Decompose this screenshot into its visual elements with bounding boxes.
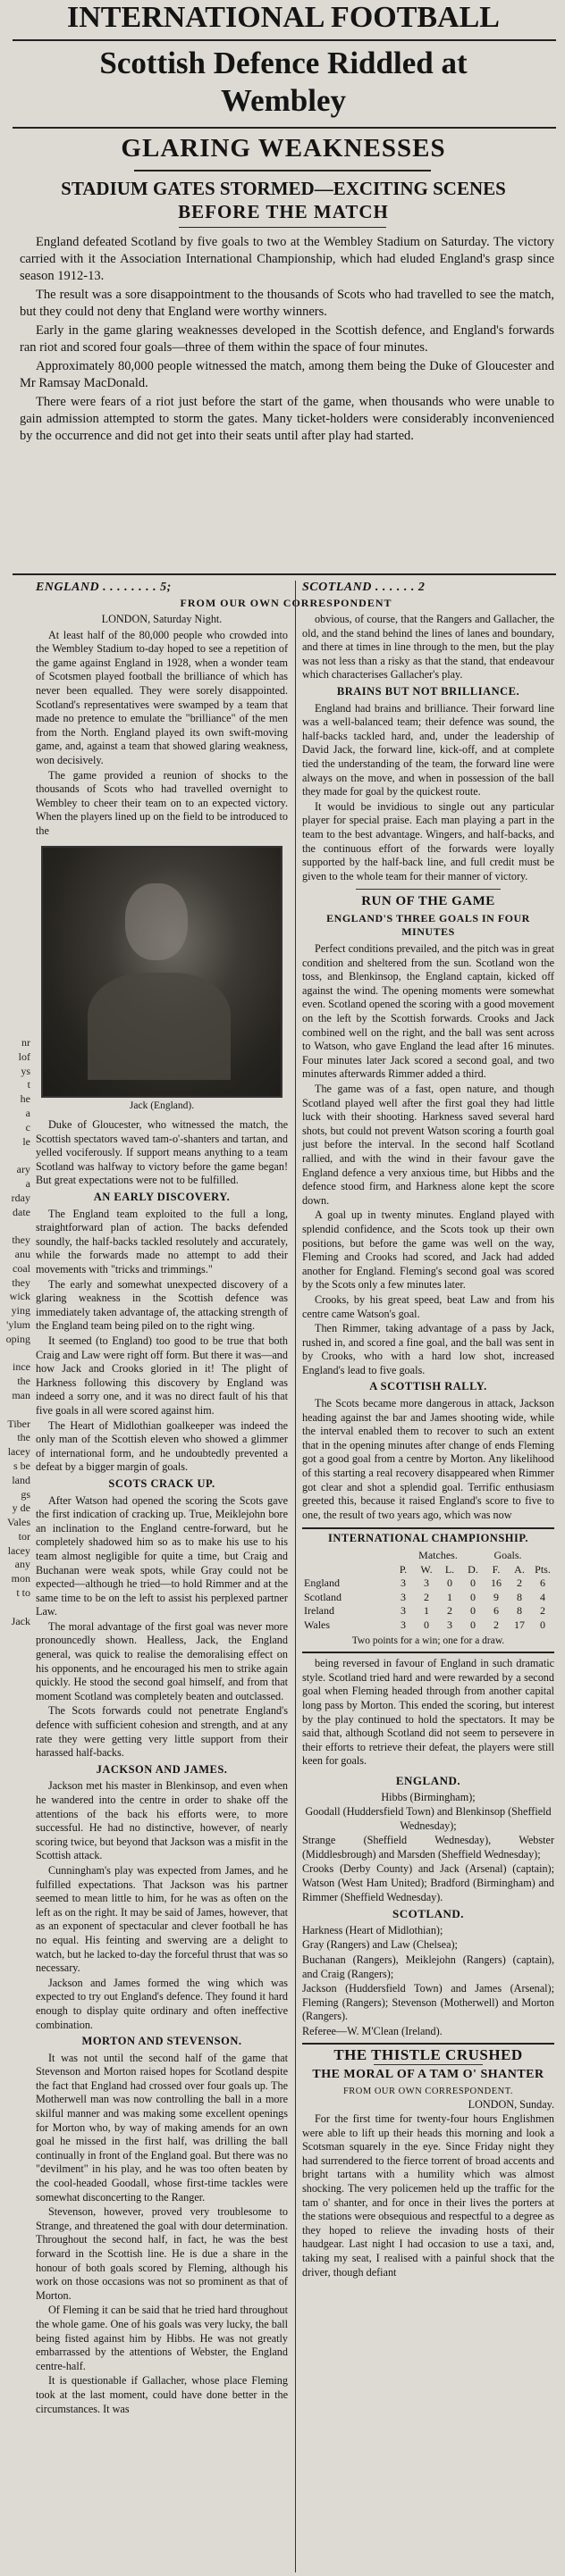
headline-rule-3 [179,227,386,228]
col-header: L. [444,1562,455,1576]
margin-fragment: coal [13,1261,30,1275]
article-paragraph: Jackson met his master in Blenkinsop, and even when he wandered into the centre in order to shake off the attentions of the back his efforts were, to more successful. He had no distinctive, however, of nearly scoring twice, but beyond that Jackson was a misfit in the Scottish attack. [36,1779,288,1862]
margin-fragment [0,1219,30,1234]
margin-fragment: he [20,1092,30,1106]
table-row [302,1618,554,1633]
col-header: F. [492,1562,501,1576]
cell: 4 [540,1590,545,1603]
masthead-rule [13,39,556,41]
cell: 0 [470,1577,476,1590]
cell: 3 [447,1618,452,1631]
photo-caption: Jack (England). [129,1100,195,1111]
intro-text [20,234,554,447]
article-paragraph: The England team exploited to the full a long, straightforward plan of action. The backs defended soundly, the half-backs tackled resolutely and accurately, while the forwards made no attempt to add their movements with "tricks and trimmings." [36,1207,288,1276]
article-paragraph: The Scots became more dangerous in attack, Jackson heading against the bar and James shooting wide, while the interval enabled them to recover to such an extent that in the opening minutes after change of ends Fleming got a good goal from a centre by Morton. Any likelihood of this starting a real recovery disappeared when Rimmer got clear and shot a splendid goal. Terrific enthusiasm greeted this, because it raised England's score to five to one, the result of two years ago, which was now [302,1397,554,1521]
article-paragraph: It would be invidious to single out any particular player for special praise. Each man playing a part in the team to the best advantage. Wingers, and half-backs, and the continuous effort of the forwards were loyally supported by the half-back line, and full credit must be given to the whole team for their manner of victory. [302,799,554,882]
team-line: Strange (Sheffield Wednesday), Webster (Middlesbrough) and Marsden (Sheffield Wednesday); [302,1834,554,1861]
article-paragraph: After Watson had opened the scoring the Scots gave the first indication of cracking up. True, Meiklejohn bore an inclination to the England centre-forward, but he completely shadowed him so as to make his use to his team almost negligible for quite a time, but Craig and Buchanan were weak spots, while Gray could not be expected—although he tried—to hold Rimmer and at the same time to be on the left to assist his perplexed partner Law. [36,1493,288,1618]
team-line: Harkness (Heart of Midlothian); [302,1923,443,1936]
player-photo [41,846,282,1098]
right-column [302,613,554,2280]
margin-fragment: a [25,1106,30,1119]
cell: 0 [470,1618,476,1631]
team-name: Wales [304,1618,331,1631]
margin-fragment: lacey [7,1445,30,1459]
margin-fragment [0,1149,30,1163]
table-row [302,1604,554,1618]
margin-fragment: gs [21,1487,30,1501]
article-paragraph: England had brains and brilliance. Their forward line was a well-balanced team; their defence was sound, the half-backs tackled hard, and, under the leadership of David Jack, the forward line, kick-off, and at complete tied the understanding of the team, the forward line were always on the move, and when in possession of the ball they made for goal by the quickest route. [302,701,554,799]
cell: 2 [540,1604,545,1618]
margin-fragment: they [12,1275,30,1289]
cell: 0 [447,1577,452,1590]
margin-fragment: oping [5,1332,30,1345]
cell: 2 [447,1604,452,1618]
left-column [36,613,288,2417]
score-line-england: ENGLAND . . . . . . . . 5; [36,581,172,594]
article-paragraph: Cunningham's play was expected from James, and he fulfilled expectations. That Jackson was his partner seemed to mean little to him, for he was as often on the left as on the right. It may be said of James, however, that as an exponent of spectacular and clever football he has no equal. His feinting and swerving are a delight to watch, but he lacked to-day the forceful thrust that was so necessary. [36,1863,288,1975]
article-paragraph: Duke of Gloucester, who witnessed the match, the Scottish spectators waved tam-o'-shanters and tartan, and yelled vociferously. If support means anything to a team Scotland was halfway to victory before the game began! But great expectations were not to be fulfilled. [36,1118,288,1187]
intro-paragraph: There were fears of a riot just before the start of the game, when thousands who were unable to gain admission attempted to storm the gates. Many ticket-holders were considerably inconvenienced by the occurrence and did not get into their seats until after play had started. [20,395,554,443]
subheading-run-of-game: RUN OF THE GAME [361,894,495,909]
cell: 3 [424,1577,429,1590]
championship-table [302,1549,554,1633]
cell: 17 [514,1618,525,1631]
headline-main: Scottish Defence Riddled at [99,46,468,80]
margin-fragment: any [14,1558,30,1571]
margin-fragment: ying [11,1304,30,1317]
cell: 0 [470,1590,476,1603]
article-paragraph: The game was of a fast, open nature, and though Scotland played well after the first goal they had little luck with their shooting. Harkness saved several hard shots, but could not prevent Watson scoring a fourth goal just before the interval. In the second half Scotland rallied, and with the wind in their favour gave the England defence a very anxious time, but Hibbs and the defence stood firm, and Harkness alone kept the score down. [302,1083,554,1207]
margin-fragment: tor [18,1529,30,1543]
cell: 16 [491,1577,502,1590]
cell: 6 [493,1604,499,1618]
cell: 0 [470,1604,476,1618]
table-rule [302,1527,554,1529]
margin-fragment: rday [11,1191,30,1204]
team-line: Buchanan (Rangers), Meiklejohn (Rangers) (captain), and Craig (Rangers); [302,1953,554,1980]
thistle-title: THE THISTLE CRUSHED [333,2045,523,2063]
headline-main-line2: Wembley [221,83,346,118]
dateline: LONDON, Saturday Night. [101,613,223,625]
margin-fragment: the [17,1375,30,1388]
article-paragraph: being reversed in favour of England in such dramatic style. Scotland tried hard and were rewarded by a second goal when Fleming headed through from another capital long pass by Morton. This ended the scoring, but interest by the play continued to hold the spectators. It may be said that, although Scotland did not seem to persevere in their efforts to retrieve their defeat, the players were still keen for goals. [302,1657,554,1768]
margin-fragment: ys [21,1064,30,1077]
article-paragraph: Jackson and James formed the wing which was expected to try out England's defence. They found it hard enough to display quite ordinary and often ineffective combination. [36,1976,288,2031]
margin-fragment: lof [18,1050,30,1063]
margin-fragment: y de [12,1501,30,1515]
margin-fragment: c [25,1120,30,1133]
margin-fragment: le [22,1134,30,1148]
cell: 3 [401,1590,406,1603]
article-paragraph: The early and somewhat unexpected discovery of a glaring weakness in the Scottish defence was immediately taken advantage of, the attacking strength of the England team being piled on to the right wing. [36,1277,288,1333]
margin-fragment: the [17,1431,30,1444]
scotland-team-title: SCOTLAND. [392,1907,464,1921]
margin-fragment: Vales [7,1516,30,1529]
margin-fragment: man [12,1388,30,1401]
margin-fragment: wick [9,1290,30,1303]
headline-rule [13,127,556,129]
margin-fragment: ince [13,1360,30,1374]
intro-paragraph: Approximately 80,000 people witnessed the match, among them being the Duke of Gloucester and Mr Ramsay MacDonald. [20,359,554,390]
article-paragraph: It seemed (to England) too good to be true that both Craig and Law were right off form. But there it was—and how Jack and Crooks gloried in it! The plight of Harkness following this discovery by England was indeed a sorry one, and it was no direct fault of his that five goals in all were scored against him. [36,1334,288,1417]
cell: 8 [517,1604,522,1618]
team-line: Hibbs (Birmingham); [381,1790,476,1803]
cell: 3 [401,1618,406,1631]
margin-fragment: s be [13,1459,30,1472]
article-paragraph: It is questionable if Gallacher, whose place Fleming took at the last moment, could have done better in the circumstances. It was [36,2374,288,2415]
thistle-byline: FROM OUR OWN CORRESPONDENT. [342,2086,514,2096]
table-rule-bottom [302,1652,554,1653]
margin-fragment: they [12,1234,30,1247]
article-paragraph: Perfect conditions prevailed, and the pitch was in great condition and sheltered from the sun. Scotland won the toss, and Blenkinsop, the England captain, kicked off against the wind. The opening moments were somewhat even. Scotland opened the scoring with a good movement on the left by the Scottish forwards. Crooks and Jack combined well on the right, and the ball was sent across to Watson, who gave England the lead after 16 minutes. Four minutes later Jack scored a second goal, and two minutes afterwards Rimmer added a third. [302,942,554,1081]
margin-fragment: t [27,1078,30,1091]
team-name: Ireland [304,1604,334,1618]
col-header: D. [468,1562,478,1576]
cell: 9 [493,1590,499,1603]
player-shoulders [88,973,231,1080]
score-line-scotland: SCOTLAND . . . . . . 2 [302,581,426,594]
thistle-subrule [374,2064,483,2065]
margin-fragment: Tiber [7,1417,30,1430]
team-name: Scotland [304,1590,342,1603]
margin-fragment [0,1347,30,1361]
masthead: INTERNATIONAL FOOTBALL [67,1,500,34]
team-line: Gray (Rangers) and Law (Chelsea); [302,1938,458,1952]
intro-rule [13,573,556,575]
col-header: Pts. [535,1562,551,1576]
cell: 2 [517,1577,522,1590]
left-margin-strip [0,1036,30,1627]
article-paragraph: A goal up in twenty minutes. England played with splendid confidence, and the Scots took up their own positions, but before the game was well on the way, Fleming and Crooks had scored, and Jack had added another for England. Fleming's second goal was scored by the Scots only a few minutes later. [302,1209,554,1292]
england-team-title: ENGLAND. [395,1773,461,1787]
cell: 0 [540,1618,545,1631]
margin-fragment [0,1403,30,1418]
col-header: W. [420,1562,433,1576]
cell: 0 [424,1618,429,1631]
intro-paragraph: Early in the game glaring weaknesses developed in the Scottish defence, and England's forwards ran riot and scored four goals—three of them within the space of four minutes. [20,323,554,355]
cell: 2 [493,1618,499,1631]
article-paragraph: Then Rimmer, taking advantage of a pass by Jack, rushed in, and scored a fine goal, and the ball was sent in by Crooks, who with a hard low shot, increased England's lead to five goals. [302,1322,554,1376]
margin-fragment: mon [11,1572,30,1585]
table-header [302,1563,554,1577]
subheading: JACKSON AND JAMES. [96,1762,228,1776]
subheading: A SCOTTISH RALLY. [369,1380,487,1393]
article-paragraph: At least half of the 80,000 people who crowded into the Wembley Stadium to-day hoped to see a repetition of the game against England in 1928, when a wonder team of Scotsmen played football the brilliance of which has never been equalled. They were sorely disappointed. Scotland's representatives were swamped by a team that made no pretence to emulate the "brilliance" of the men from the North. England played its own swift-moving game, and, against a team that showed glaring weakness, won decisively. [36,628,288,766]
table-row [302,1591,554,1605]
article-paragraph: The Scots forwards could not penetrate England's defence with sufficient cohesion and strength, and at any rate they were getting very little support from their harassed half-backs. [36,1704,288,1760]
table-group-header [302,1549,554,1563]
table-row [302,1577,554,1591]
article-paragraph: The Heart of Midlothian goalkeeper was indeed the only man of the Scottish eleven who showed a glimmer of international form, and he undoubtedly prevented a defeat by a bigger margin of goals. [36,1418,288,1474]
team-line: Jackson (Huddersfield Town) and James (Arsenal); Fleming (Rangers); Stevenson (Motherwell) and Morton (Rangers). [302,1982,554,2023]
intro-paragraph: The result was a sore disappointment to the thousands of Scots who had travelled to see the match, but they could not deny that England were worthy winners. [20,288,554,319]
cell: 3 [401,1604,406,1618]
article-paragraph: It was not until the second half of the game that Stevenson and Morton raised hopes for Scotland despite the fact that England had crossed over four goals up. The Motherwell man was now controlling the ball in a more skilful manner and was making some excellent openings for Morton who, by way of making amends for an own goal he missed in the first half, was drilling the ball continually in front of the England goal. But there was no "devilment" in his play, and he was too often beaten by the cool-headed Goodall, whose first-time tackles were somewhat disconcerting to the Ranger. [36,2051,288,2204]
article-paragraph: obvious, of course, that the Rangers and Gallacher, the old, and the stand behind the lines of lanes and boundary, and there at times in line through to the men, but the play was not less than a risky as that the stand, that endeavour which characterises Gallacher's play. [302,613,554,682]
subheading-three-goals: ENGLAND'S THREE GOALS IN FOUR MINUTES [326,911,530,939]
subheading: MORTON AND STEVENSON. [81,2035,242,2048]
article-paragraph: The game provided a reunion of shocks to the thousands of Scots who had travelled overnight to Wembley to cheer their team on to an expected victory. When the players lined up on the field to be introduced to the [36,768,288,837]
subheading: BRAINS BUT NOT BRILLIANCE. [336,684,520,698]
subheading: SCOTS CRACK UP. [108,1476,215,1490]
margin-fragment: nr [21,1036,30,1049]
margin-fragment: date [13,1205,30,1218]
subheading: AN EARLY DISCOVERY. [93,1191,231,1204]
article-paragraph: Crooks, by his great speed, beat Law and from his centre came Watson's goal. [302,1292,554,1320]
margin-fragment [0,1601,30,1615]
article-paragraph: For the first time for twenty-four hours Englishmen were able to lift up their heads this morning and look a Scotsman squarely in the eye. Since Friday night they had surrendered to the fierce torrent of broad accents and bright tartans with a humility which was almost shocking. The very policemen held up the traffic for the tam o' shanter, and for once in their lives the porters at the stations were obsequious and respectful to a degree as they hoped to relieve the invading hosts of their haudgear. Last night I had occasion to use a taxi, and, taking my seat, I realised with a painful shock that the driver, though defiant [302,2112,554,2279]
intro-paragraph: England defeated Scotland by five goals to two at the Wembley Stadium on Saturday. The victory carried with it the Association International Championship, which had eluded England's grasp since season 1912-13. [20,235,554,283]
thistle-subtitle: THE MORAL OF A TAM O' SHANTER [312,2068,544,2082]
team-line: Crooks (Derby County) and Jack (Arsenal) (captain); Watson (West Ham United); Bradford (Birmingham) and Rimmer (Sheffield Wednesday). [302,1862,554,1903]
headline-rule-2 [134,170,431,171]
championship-title: INTERNATIONAL CHAMPIONSHIP. [328,1532,528,1545]
column-divider [295,581,296,2572]
thistle-rule [302,2043,554,2045]
cell: 8 [517,1590,522,1603]
col-header: A. [514,1562,525,1576]
cell: 6 [540,1577,545,1590]
headline-glaring: GLARING WEAKNESSES [121,134,446,163]
section-rule [356,889,501,890]
margin-fragment: a [25,1176,30,1190]
margin-fragment: t to [16,1586,30,1600]
team-line: Goodall (Huddersfield Town) and Blenkinsop (Sheffield Wednesday); [305,1805,552,1832]
headline-stadium: STADIUM GATES STORMED—EXCITING SCENES [61,178,506,199]
cell: 3 [401,1577,406,1590]
headline-stadium-line2: BEFORE THE MATCH [178,201,389,222]
margin-fragment: land [12,1473,30,1486]
thistle-dateline: LONDON, Sunday. [468,2098,554,2112]
byline: FROM OUR OWN CORRESPONDENT [180,597,392,609]
article-paragraph: Of Fleming it can be said that he tried hard throughout the whole game. One of his goals was very lucky, the ball being fisted against him by Hibbs. He was not greatly embarrassed by the attentions of Webster, the England centre-half. [36,2304,288,2372]
group-header-matches: Matches. [418,1549,458,1561]
cell: 1 [424,1604,429,1618]
group-header-goals: Goals. [493,1549,522,1561]
cell: 1 [447,1590,452,1603]
margin-fragment: lacey [7,1543,30,1557]
table-note: Two points for a win; one for a draw. [351,1635,505,1646]
col-header: P. [399,1562,408,1576]
margin-fragment: anu [14,1247,30,1260]
player-silhouette [125,883,188,960]
referee-line: Referee—W. M'Clean (Ireland). [302,2025,443,2037]
cell: 2 [424,1590,429,1603]
margin-fragment: ary [16,1163,30,1176]
article-paragraph: The moral advantage of the first goal was never more pronouncedly shown. Healless, Jack, the England general, was quick to realise the demoralising effect on his opponents, and he encouraged his men to strike again quickly. He stood the second goal himself, and from that moment Scotland was completely beaten and outclassed. [36,1619,288,1702]
team-name: England [304,1577,340,1590]
margin-fragment: Jack [11,1614,30,1627]
article-paragraph: Stevenson, however, proved very troublesome to Strange, and threatened the goal with dour determination. Throughout the second half, in fact, he was the best forward in the Scottish line. He is due a share in the honour of both goals scored by Fleming, although his work on those occasions was not so prominent as that of Morton. [36,2205,288,2302]
margin-fragment: 'ylum [6,1317,30,1331]
